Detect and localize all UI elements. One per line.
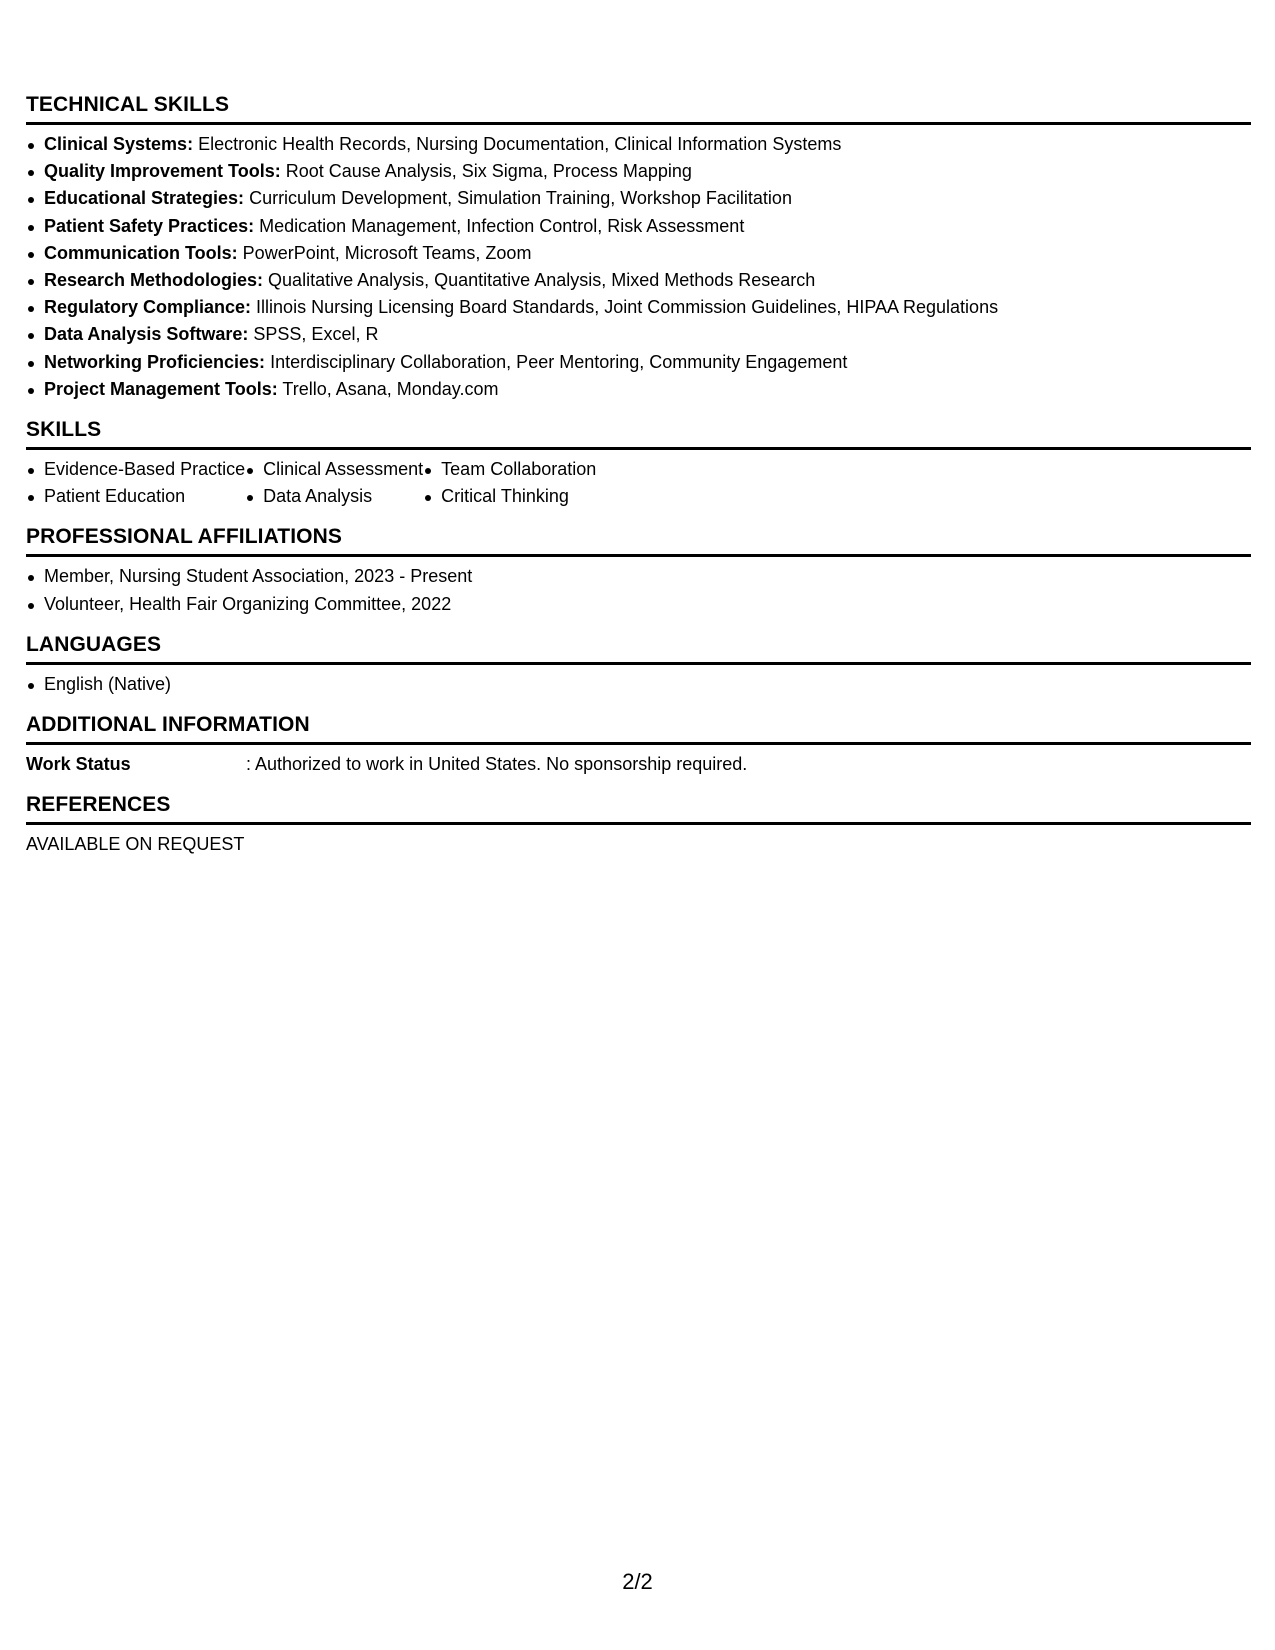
list-item: Data Analysis [245, 483, 423, 510]
list-item: Quality Improvement Tools: Root Cause Analysis, Six Sigma, Process Mapping [26, 158, 1251, 185]
list-item: English (Native) [26, 671, 1251, 698]
section-divider [26, 554, 1251, 557]
section-title: ADDITIONAL INFORMATION [26, 713, 310, 737]
technical-skills-list [26, 131, 1251, 403]
list-item: Team Collaboration [423, 456, 596, 483]
list-item: Clinical Assessment [245, 456, 423, 483]
list-item: Critical Thinking [423, 483, 596, 510]
section-divider [26, 822, 1251, 825]
languages-list [26, 671, 1251, 698]
spacer [26, 403, 1251, 417]
skills-column [245, 456, 423, 510]
affiliations-section [26, 524, 1251, 617]
list-item: Member, Nursing Student Association, 2023 - Present [26, 563, 1251, 590]
list-item: Regulatory Compliance: Illinois Nursing Licensing Board Standards, Joint Commission Guidelines, HIPAA Regulations [26, 294, 1251, 321]
work-status-row [26, 751, 1251, 778]
list-item: Networking Proficiencies: Interdisciplinary Collaboration, Peer Mentoring, Community Engagement [26, 349, 1251, 376]
references-section [26, 792, 1251, 858]
page-number: 2/2 [622, 1569, 653, 1594]
list-item: Data Analysis Software: SPSS, Excel, R [26, 321, 1251, 348]
section-title: TECHNICAL SKILLS [26, 93, 230, 116]
section-title: REFERENCES [26, 793, 171, 817]
section-divider [26, 742, 1251, 745]
technical-skills-section [26, 92, 1251, 403]
spacer [26, 510, 1251, 524]
list-item: Communication Tools: PowerPoint, Microsoft Teams, Zoom [26, 240, 1251, 267]
skills-section [26, 417, 1251, 510]
section-title: LANGUAGES [26, 632, 162, 656]
list-item: Evidence-Based Practice [26, 456, 245, 483]
section-title: PROFESSIONAL AFFILIATIONS [26, 525, 342, 549]
skills-grid [26, 456, 1251, 510]
section-divider [26, 122, 1251, 125]
work-status-label: Work Status [26, 754, 131, 775]
additional-info-section [26, 712, 1251, 778]
list-item: Patient Safety Practices: Medication Management, Infection Control, Risk Assessment [26, 213, 1251, 240]
resume-page [26, 92, 1251, 858]
skills-column [26, 456, 245, 510]
work-status-value: : Authorized to work in United States. No sponsorship required. [246, 754, 748, 775]
skills-column [423, 456, 596, 510]
references-text: AVAILABLE ON REQUEST [26, 834, 245, 855]
spacer [26, 618, 1251, 632]
affiliations-list [26, 563, 1251, 617]
list-item: Clinical Systems: Electronic Health Records, Nursing Documentation, Clinical Information Systems [26, 131, 1251, 158]
list-item: Patient Education [26, 483, 245, 510]
section-divider [26, 662, 1251, 665]
list-item: Project Management Tools: Trello, Asana, Monday.com [26, 376, 1251, 403]
list-item: Research Methodologies: Qualitative Analysis, Quantitative Analysis, Mixed Methods Research [26, 267, 1251, 294]
languages-section [26, 632, 1251, 698]
list-item: Educational Strategies: Curriculum Development, Simulation Training, Workshop Facilitation [26, 185, 1251, 212]
list-item: Volunteer, Health Fair Organizing Committee, 2022 [26, 591, 1251, 618]
spacer [26, 778, 1251, 792]
section-title: SKILLS [26, 418, 102, 442]
section-divider [26, 447, 1251, 450]
spacer [26, 698, 1251, 712]
